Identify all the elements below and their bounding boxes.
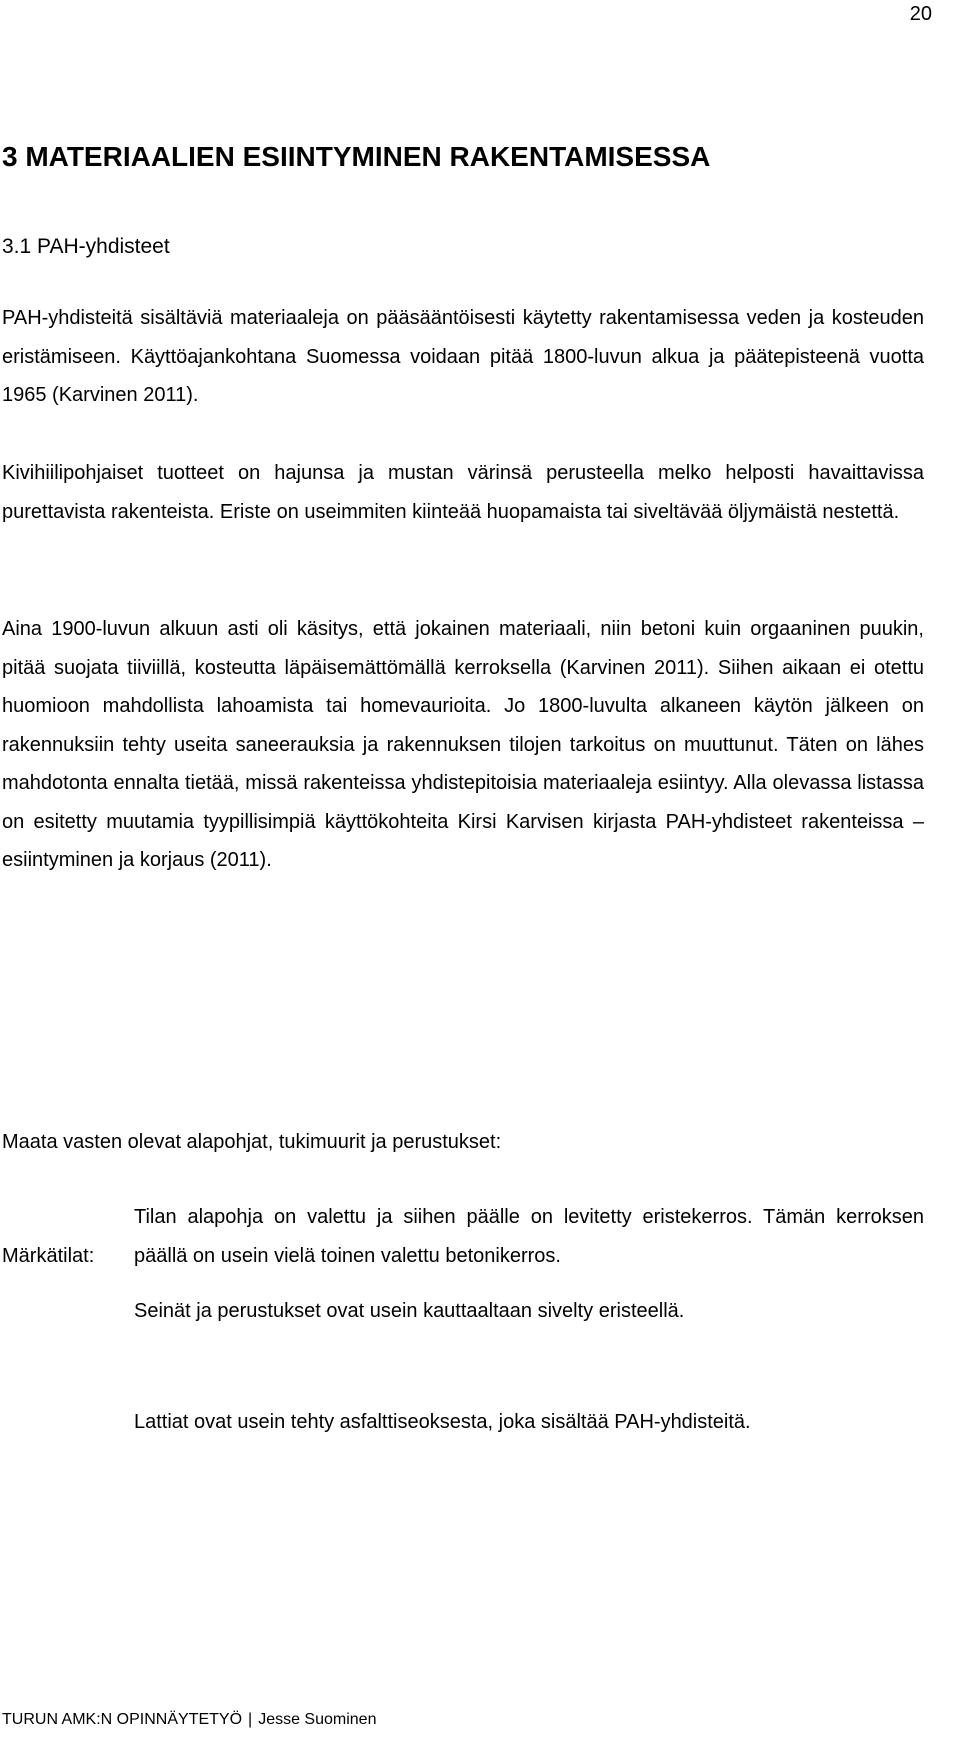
page-number: 20 bbox=[909, 3, 932, 25]
section-title: 3.1 PAH-yhdisteet bbox=[2, 235, 170, 258]
footer-institution: TURUN AMK:N OPINNÄYTETYÖ bbox=[2, 1711, 243, 1728]
footer-separator: | bbox=[248, 1711, 253, 1728]
list-entry-base-floor: Tilan alapohja on valettu ja siihen päälle on levitetty eristekerros. Tämän kerroksen päällä on usein vielä toinen valettu betonikerros. bbox=[134, 1206, 924, 1267]
paragraph-usage-period: PAH-yhdisteitä sisältäviä materiaaleja on pääsääntöisesti käytetty rakentamisessa veden ja kosteuden eristämiseen. Käyttöajankohtana Suomessa voidaan pitää 1800-luvun alkua ja päätepisteenä vuotta 1965 (Karvinen 2011). bbox=[2, 307, 924, 406]
list-label-wet-rooms: Märkätilat: bbox=[2, 1245, 95, 1267]
list-entry-floors: Lattiat ovat usein tehty asfalttiseoksesta, joka sisältää PAH-yhdisteitä. bbox=[134, 1411, 751, 1433]
footer-author: Jesse Suominen bbox=[258, 1711, 377, 1728]
list-entry-walls-foundations: Seinät ja perustukset ovat usein kauttaaltaan sivelty eristeellä. bbox=[134, 1300, 685, 1322]
paragraph-history: Aina 1900-luvun alkuun asti oli käsitys, että jokainen materiaali, niin betoni kuin orgaaninen puukin, pitää suojata tiiviillä, kosteutta läpäisemättömällä kerroksella (Karvinen 2011). Siihen aikaan ei otettu huomioon mahdollista lahoamista tai homevaurioita. Jo 1800-luvulta alkaneen käytön jälkeen on rakennuksiin tehty useita saneerauksia ja rakennuksen tilojen tarkoitus on muuttunut. Täten on lähes mahdotonta ennalta tietää, missä rakenteissa yhdistepitoisia materiaaleja esiintyy. Alla olevassa listassa on esitetty muutamia tyypillisimpiä käyttökohteita Kirsi Karvisen kirjasta PAH-yhdisteet rakenteissa – esiintyminen ja korjaus (2011). bbox=[2, 618, 924, 871]
page-footer bbox=[2, 1710, 376, 1730]
chapter-title: 3 MATERIAALIEN ESIINTYMINEN RAKENTAMISESSA bbox=[2, 141, 711, 172]
paragraph-identification: Kivihiilipohjaiset tuotteet on hajunsa ja mustan värinsä perusteella melko helposti havaittavissa purettavista rakenteista. Eriste on useimmiten kiinteää huopamaista tai siveltävää öljymäistä nestettä. bbox=[2, 462, 924, 523]
paragraph-list-heading: Maata vasten olevat alapohjat, tukimuurit ja perustukset: bbox=[2, 1131, 502, 1153]
